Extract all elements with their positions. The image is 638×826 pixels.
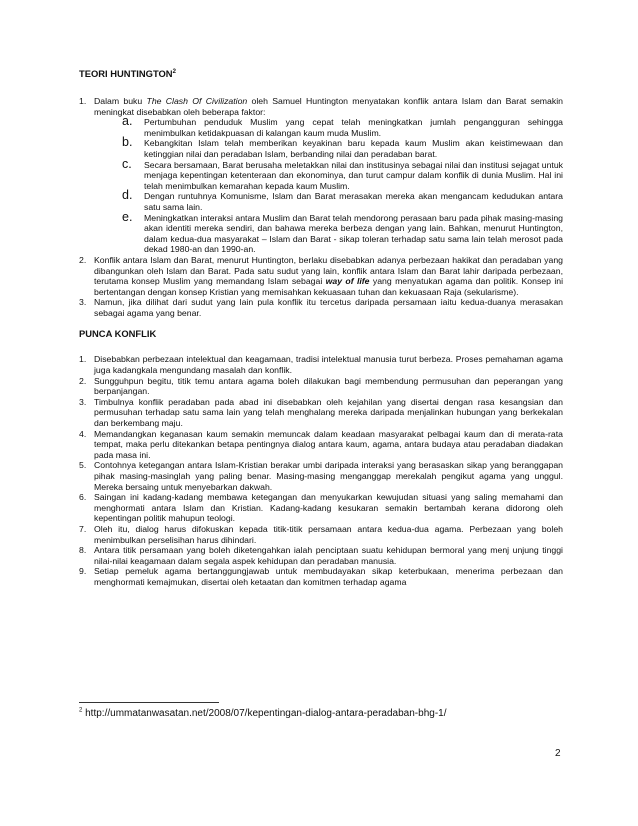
page-content <box>79 68 563 588</box>
list-item <box>79 96 563 255</box>
item-text: Contohnya ketegangan antara Islam-Kristian berakar umbi daripada interaksi yang berasaskan sikap yang beranggapan pihak masing-masinglah yang paling benar. Masing-masing menganggap merekalah pengikut agama yang unggul. Mereka bersaing untuk menyebarkan dakwah. <box>94 460 563 492</box>
footnote-number: 2 <box>79 707 83 714</box>
list-number: 5. <box>79 460 87 471</box>
list-number: 2. <box>79 254 87 265</box>
list-number: 1. <box>79 96 87 106</box>
footnote <box>79 708 446 720</box>
factor-text: Pertumbuhan penduduk Muslim yang cepat telah meningkatkan jumlah pengangguran sehingga menimbulkan ketidakpuasan di kalangan kaum muda Muslim. <box>144 117 563 138</box>
list-item <box>79 492 563 524</box>
section-title-punca-konflik: PUNCA KONFLIK <box>79 328 157 340</box>
factor-text: Dengan runtuhnya Komunisme, Islam dan Barat merasakan mereka akan mengancam kedudukan antara satu sama lain. <box>144 191 563 212</box>
list-item <box>79 397 563 429</box>
list-item <box>79 429 563 461</box>
item-text: Saingan ini kadang-kadang membawa ketegangan dan menyukarkan kewujudan situasi yang saling memahami dan menghormati antara Islam dan Kristian. Kadang-kadang kesukaran semakin bertambah kerana didorong oleh kepentingan politik mahupun teologi. <box>94 492 563 524</box>
factor-item <box>94 188 563 212</box>
list-number: 4. <box>79 428 87 439</box>
list-number: 1. <box>79 354 87 365</box>
factor-sublist <box>94 114 563 255</box>
list-number: 3. <box>79 396 87 407</box>
factor-label: b. <box>122 135 133 150</box>
spacer <box>79 318 563 328</box>
factor-text: Meningkatkan interaksi antara Muslim dan Barat telah mendorong perasaan baru pada pihak masing-masing akan identiti mereka sendiri, dan bahawa mereka berbeza dengan yang lain. Bahkan, menurut Huntington, dalam kedua-dua masyarakat – Islam dan Barat - sikap toleran terhadap satu sama lain telah merosot pada dekad 1980-an dan 1990-an. <box>144 212 563 255</box>
list-item <box>79 297 563 318</box>
item-text: Oleh itu, dialog harus difokuskan kepada titik-titik persamaan antara kedua-dua agama. Perbezaan yang boleh menimbulkan perselisihan harus dihindari. <box>94 523 563 545</box>
list-number: 3. <box>79 297 87 308</box>
factor-item <box>94 135 563 159</box>
item-text: Dalam buku <box>94 96 147 106</box>
item-text: Memandangkan keganasan kaum semakin memuncak dalam keadaan masyarakat pelbagai kaum dan di merata-rata tempat, maka perlu ditekankan betapa pentingnya dialog antara kaum, agama, antara budaya atau peradaban diadakan pada masa ini. <box>94 428 563 460</box>
factor-label: d. <box>122 188 133 203</box>
list-item <box>79 354 563 375</box>
section-title-teori-huntington <box>79 68 563 79</box>
factor-label: e. <box>122 209 133 224</box>
list-number: 8. <box>79 545 87 556</box>
item-text: Namun, jika dilihat dari sudut yang lain pula konflik itu tercetus daripada persamaan iaitu kedua-duanya merasakan sebagai agama yang benar. <box>94 297 563 318</box>
list-number: 7. <box>79 523 87 534</box>
item-text: oleh Samuel Huntington menyatakan konflik antara Islam dan Barat semakin meningkat disebabkan oleh beberapa faktor: <box>94 96 563 117</box>
factor-label: c. <box>122 156 132 171</box>
list-item <box>79 545 563 566</box>
emphasized-phrase: way of life <box>325 276 370 287</box>
list-number: 9. <box>79 566 87 577</box>
list-item <box>79 255 563 297</box>
footnote-url[interactable]: http://ummatanwasatan.net/2008/07/kepentingan-dialog-antara-peradaban-bhg-1/ <box>82 708 447 719</box>
item-text: yang menyatukan agama dan politik. Konsep ini bertentangan dengan konsep Kristian yang memisahkan kekuasaan tuhan dan kekuasaan Raja (sekularisme). <box>94 276 564 297</box>
list-number: 2. <box>79 375 87 386</box>
factor-text: Kebangkitan Islam telah memberikan keyakinan baru kepada kaum Muslim akan keistimewaan dan ketinggian nilai dan peradaban Islam, berbanding nilai dan peradaban barat. <box>144 138 563 159</box>
list-item <box>79 566 563 587</box>
list-number: 6. <box>79 492 87 503</box>
factor-label: a. <box>122 114 133 129</box>
item-text: Konflik antara Islam dan Barat, menurut Huntington, berlaku disebabkan adanya perbezaan hakikat dan peradaban yang dibangunkan oleh Islam dan Barat. Pada satu sudut yang lain, konflik antara Islam dan Barat lahir daripada perbezaan, terutama konsep Muslim yang memandang Islam sebagai <box>94 254 563 287</box>
item-text: Timbulnya konflik peradaban pada abad ini disebabkan oleh kejahilan yang disertai dengan rasa kesangsian dan permusuhan terhadap satu sama lain yang telah menghalang mereka daripada menjalinkan hubungan yang berkekalan dan berkembang maju. <box>94 396 563 429</box>
huntington-list <box>79 96 563 318</box>
factor-item <box>94 209 563 255</box>
factor-item <box>94 156 563 192</box>
list-item <box>79 524 563 545</box>
footnote-reference[interactable]: 2 <box>172 68 176 75</box>
item-text: Antara titik persamaan yang boleh diketengahkan ialah penciptaan suatu kehidupan bermoral yang menj unjung tinggi nilai-nilai keagamaan dalam segala aspek kehidupan dan peradaban manusia. <box>94 545 563 566</box>
list-item <box>79 460 563 492</box>
footnote-divider <box>79 702 219 703</box>
list-item <box>79 376 563 397</box>
punca-konflik-list <box>79 354 563 587</box>
section-title-text: TEORI HUNTINGTON <box>79 68 173 79</box>
item-text: Sungguhpun begitu, titik temu antara agama boleh dilakukan bagi membendung permusuhan dan peperangan yang berpanjangan. <box>94 375 563 397</box>
item-text: Disebabkan perbezaan intelektual dan keagamaan, tradisi intelektual manusia turut berbeza. Proses pemahaman agama juga kadangkala mengundang masalah dan konflik. <box>94 354 563 376</box>
book-title: The Clash Of Civilization <box>146 96 248 106</box>
factor-item <box>94 114 563 138</box>
page-number: 2 <box>555 748 561 759</box>
item-text: Setiap pemeluk agama bertanggungjawab untuk membudayakan sikap keterbukaan, menerima perbezaan dan menghormati kemajmukan, disertai oleh ketaatan dan komitmen terhadap agama <box>94 566 563 587</box>
factor-text: Secara bersamaan, Barat berusaha meletakkan nilai dan institusinya sebagai nilai dan institusi sejagat untuk menjaga kepentingan ketenteraan dan ekonominya, dan turut campur dalam konflik di dunia Muslim. Hal ini telah menimbulkan kemarahan kepada kaum Muslim. <box>144 159 563 191</box>
